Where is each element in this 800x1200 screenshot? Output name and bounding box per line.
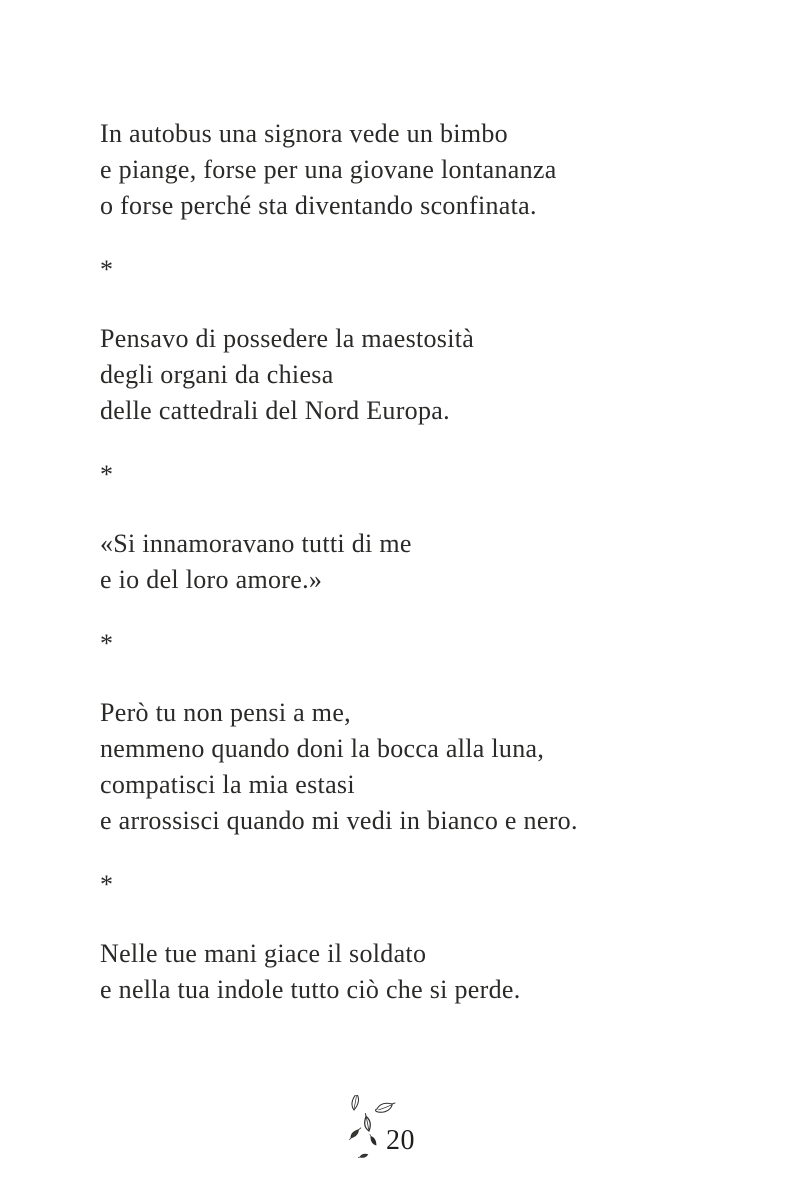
stanza xyxy=(100,936,680,1008)
stanza-separator: * xyxy=(100,870,114,899)
poem-line: Nelle tue mani giace il soldato xyxy=(100,939,427,968)
poem-line: In autobus una signora vede un bimbo xyxy=(100,119,508,148)
poem-line: «Si innamoravano tutti di me xyxy=(100,529,412,558)
poem-line: compatisci la mia estasi xyxy=(100,770,355,799)
stanza-separator: * xyxy=(100,460,114,489)
poem-line: delle cattedrali del Nord Europa. xyxy=(100,396,450,425)
stanza-separator: * xyxy=(100,255,114,284)
leaf-icon xyxy=(368,1134,378,1145)
leaf-icon xyxy=(349,1095,366,1110)
stanza xyxy=(100,116,680,224)
poem-line: Pensavo di possedere la maestosità xyxy=(100,324,475,353)
poem-line: Però tu non pensi a me, xyxy=(100,698,351,727)
stanza xyxy=(100,695,680,839)
poem-line: degli organi da chiesa xyxy=(100,360,334,389)
stanza-separator: * xyxy=(100,629,114,658)
page-number: 20 xyxy=(386,1125,415,1156)
leaf-icon xyxy=(349,1128,363,1140)
stanza xyxy=(100,321,680,429)
poem-line: nemmeno quando doni la bocca alla luna, xyxy=(100,734,545,763)
poem-line: o forse perché sta diventando sconfinata. xyxy=(100,191,537,220)
poem-line: e nella tua indole tutto ciò che si perde. xyxy=(100,975,521,1004)
poem-text xyxy=(100,116,680,1008)
leaf-icon xyxy=(358,1151,368,1161)
stanza xyxy=(100,526,680,598)
poem-line: e piange, forse per una giovane lontananza xyxy=(100,155,557,184)
leaf-icon xyxy=(359,1113,376,1131)
poem-line: e arrossisci quando mi vedi in bianco e nero. xyxy=(100,806,578,835)
leaf-icon xyxy=(375,1098,395,1116)
poem-line: e io del loro amore.» xyxy=(100,565,323,594)
